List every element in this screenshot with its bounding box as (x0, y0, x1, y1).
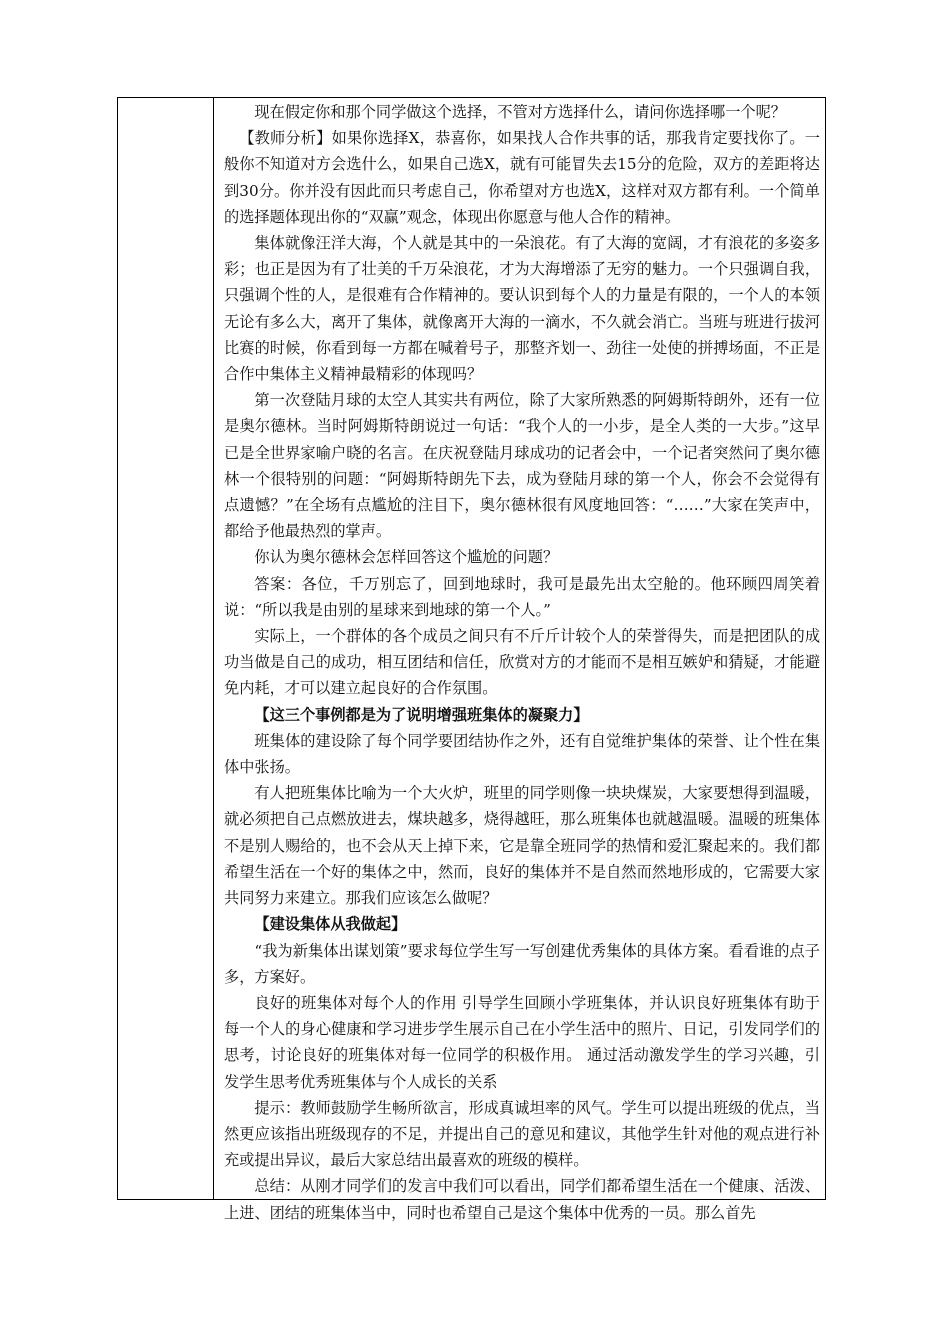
paragraph: 提示：教师鼓励学生畅所欲言，形成真诚坦率的风气。学生可以提出班级的优点，当然更应该指出班级现存的不足，并提出自己的意见和建议，其他学生针对他的观点进行补充或提出异议，最后大家总结出最喜欢的班级的模样。 (224, 1098, 820, 1170)
paragraph: 你认为奥尔德林会怎样回答这个尴尬的问题？ (254, 548, 559, 567)
paragraph: 有人把班集体比喻为一个大火炉，班里的同学则像一块块煤炭，大家要想得到温暖，就必须把自己点燃放进去，煤块越多，烧得越旺，那么班集体也就越温暖。温暖的班集体不是别人赐给的，也不会从天上掉下来，它是靠全班同学的热情和爱汇聚起来的。我们都希望生活在一个好的集体之中，然而，良好的集体并不是自然而然地形成的，它需要大家共同努力来建立。那我们应该怎么做呢？ (224, 784, 820, 908)
paragraph: 第一次登陆月球的太空人其实共有两位，除了大家所熟悉的阿姆斯特朗外，还有一位是奥尔德林。当时阿姆斯特朗说过一句话：“我个人的一小步，是全人类的一大步。”这早已是全世界家喻户晓的名言。在庆祝登陆月球成功的记者会中，一个记者突然问了奥尔德林一个很特别的问题：“阿姆斯特朗先下去，成为登陆月球的第一个人，你会不会觉得有点遗憾？”在全场有点尴尬的注目下，奥尔德林很有风度地回答：“……”大家在笑声中，都给予他最热烈的掌声。 (224, 391, 820, 541)
lesson-content (224, 99, 820, 1226)
table-right-column (215, 98, 825, 1222)
paragraph: 总结：从刚才同学们的发言中我们可以看出，同学们都希望生活在一个健康、活泼、上进、团结的班集体当中，同时也希望自己是这个集体中优秀的一员。那么首先 (224, 1177, 820, 1222)
paragraph: 【教师分析】如果你选择X，恭喜你，如果找人合作共事的话，那我肯定要找你了。一般你不知道对方会选什么，如果自己选X，就有可能冒失去15分的危险，双方的差距将达到30分。你并没有因此而只考虑自己，你希望对方也选X，这样对双方都有利。一个简单的选择题体现出你的“双赢”观念，体现出你愿意与他人合作的精神。 (224, 129, 820, 226)
paragraph: 现在假定你和那个同学做这个选择，不管对方选择什么，请问你选择哪一个呢？ (254, 103, 786, 121)
paragraph: “我为新集体出谋划策”要求每位学生写一写创建优秀集体的具体方案。看看谁的点子多，方案好。 (224, 941, 820, 986)
lesson-table (117, 97, 826, 1222)
section-heading: 【这三个事例都是为了说明增强班集体的凝聚力】 (254, 705, 589, 724)
table-left-column (118, 98, 214, 1199)
paragraph: 班集体的建设除了每个同学要团结协作之外，还有自觉维护集体的荣誉、让个性在集体中张扬。 (224, 731, 820, 777)
paragraph: 答案：各位，千万别忘了，回到地球时，我可是最先出太空舱的。他环顾四周笑着说：“所以我是由别的星球来到地球的第一个人。” (224, 574, 820, 619)
paragraph: 集体就像汪洋大海，个人就是其中的一朵浪花。有了大海的宽阔，才有浪花的多姿多彩；也正是因为有了壮美的千万朵浪花，才为大海增添了无穷的魅力。一个只强调自我，只强调个性的人，是很难有合作精神的。要认识到每个人的力量是有限的，一个人的本领无论有多么大，离开了集体，就像离开大海的一滴水，不久就会消亡。当班与班进行拔河比赛的时候，你看到每一方都在喊着号子，那整齐划一、劲往一处使的拼搏场面，不正是合作中集体主义精神最精彩的体现吗？ (224, 234, 820, 384)
section-heading: 【建设集体从我做起】 (254, 915, 407, 934)
paragraph: 良好的班集体对每个人的作用 引导学生回顾小学班集体，并认识良好班集体有助于每一个人的身心健康和学习进步学生展示自己在小学生活中的照片、日记，引发同学们的思考，讨论良好的班集体对每一位同学的积极作用。 通过活动激发学生的学习兴趣，引发学生思考优秀班集体与个人成长的关系 (224, 993, 820, 1091)
paragraph: 实际上，一个群体的各个成员之间只有不斤斤计较个人的荣誉得失，而是把团队的成功当做是自己的成功，相互团结和信任，欣赏对方的才能而不是相互嫉妒和猜疑，才能避免内耗，才可以建立起良好的合作氛围。 (224, 627, 820, 698)
